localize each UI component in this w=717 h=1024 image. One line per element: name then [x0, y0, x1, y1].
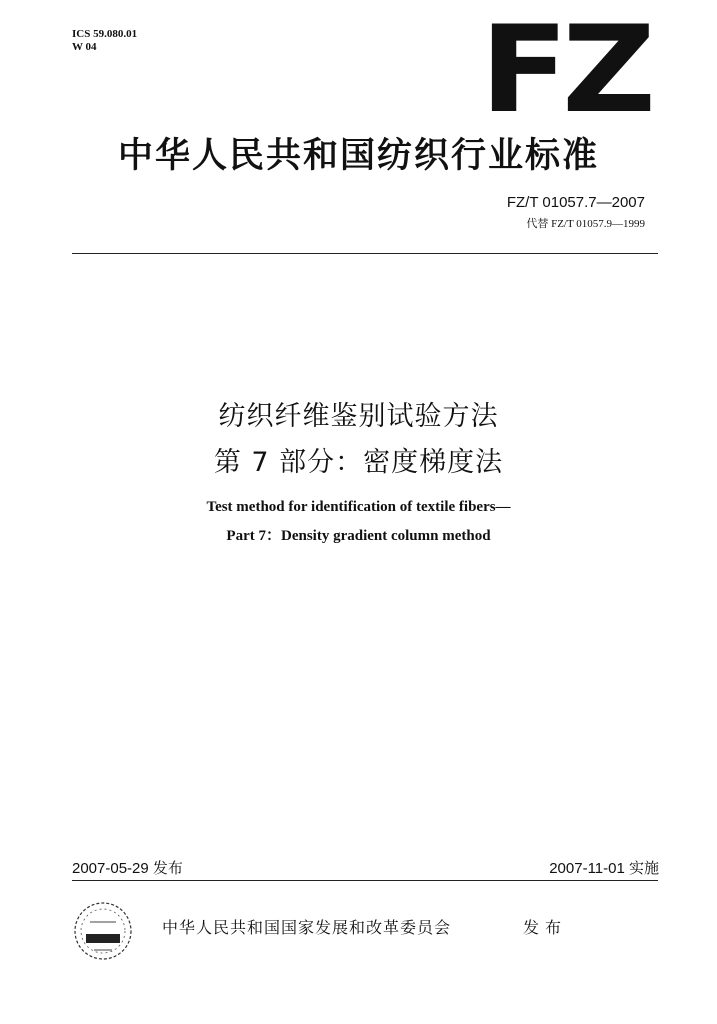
standard-number: FZ/T 01057.7—2007 [506, 194, 645, 211]
header-divider [72, 253, 658, 254]
standard-title: 中华人民共和国纺织行业标准 [117, 136, 599, 176]
title-english-line-2: Part 7：Density gradient column method [226, 528, 491, 544]
publish-label: 发布 [523, 918, 568, 937]
implementation-date: 2007-11-01 实施 [549, 860, 659, 877]
footer-divider [72, 880, 658, 881]
ccs-code: W 04 [72, 41, 97, 53]
issue-date: 2007-05-29 发布 [72, 860, 183, 877]
title-chinese-line-1: 纺织纤维鉴别试验方法 [218, 401, 499, 432]
title-english-line-1: Test method for identification of textile fibers— [206, 499, 511, 515]
title-chinese-line-2: 第 7 部分：密度梯度法 [213, 447, 504, 478]
publisher-name: 中华人民共和国国家发展和改革委员会 [162, 918, 452, 937]
official-seal-icon [72, 900, 134, 962]
replaces-note: 代替 FZ/T 01057.9—1999 [526, 218, 645, 230]
ics-code: ICS 59.080.01 [72, 28, 138, 40]
classification-codes [72, 28, 137, 54]
fz-logo: FZ [480, 1, 650, 140]
